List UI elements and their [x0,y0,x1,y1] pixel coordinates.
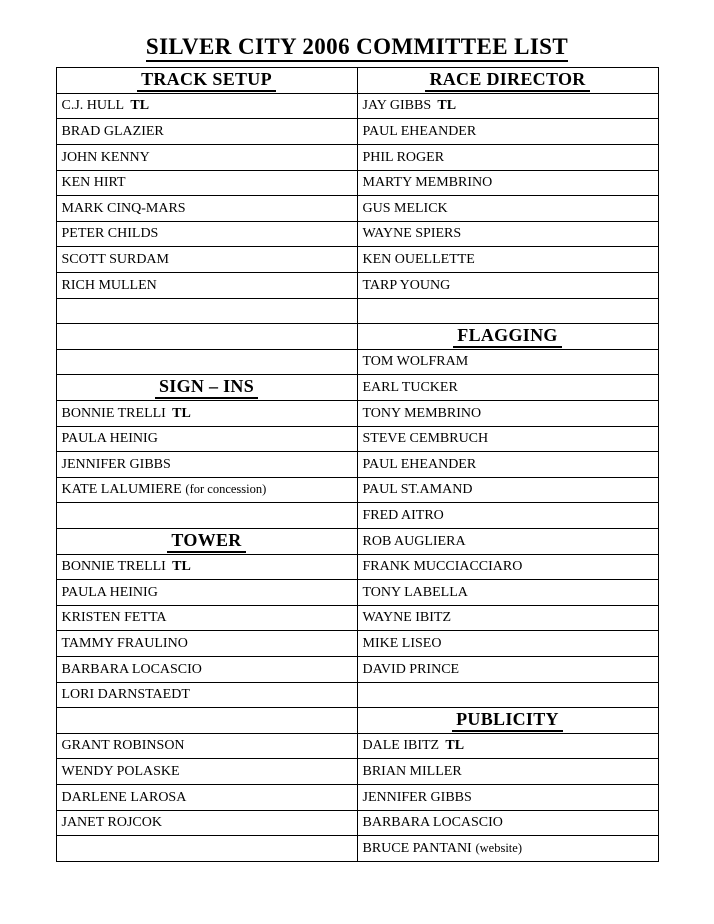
member-name: TARP YOUNG [362,277,451,293]
member-cell [357,784,658,810]
member-name: MIKE LISEO [362,635,442,651]
member-name: PAUL EHEANDER [362,124,477,140]
section-title: FLAGGING [453,325,561,348]
table-row [56,273,658,299]
member-cell [56,145,357,171]
member-name: BONNIE TRELLI [61,559,166,575]
empty-cell [56,324,357,350]
committee-table-body [56,68,658,861]
table-row [56,426,658,452]
member-name: KEN HIRT [61,175,126,191]
member-name: TOM WOLFRAM [362,354,469,370]
member-name: BARBARA LOCASCIO [61,661,202,677]
member-name: TAMMY FRAULINO [61,635,188,651]
member-cell [357,554,658,580]
member-cell [56,733,357,759]
section-title: RACE DIRECTOR [425,69,589,92]
member-name: FRED AITRO [362,507,444,523]
team-leader-tag: TL [130,98,150,114]
member-name: EARL TUCKER [362,380,458,396]
member-cell [357,503,658,529]
table-row [56,119,658,145]
member-cell [357,247,658,273]
member-cell [56,554,357,580]
table-row [56,682,658,708]
member-name: TONY LABELLA [362,584,468,600]
table-row [56,68,658,94]
table-row [56,784,658,810]
member-cell [357,119,658,145]
table-row [56,401,658,427]
member-cell [357,631,658,657]
table-row [56,349,658,375]
member-cell [56,247,357,273]
member-name: PHIL ROGER [362,149,445,165]
table-row [56,708,658,734]
member-name: BRIAN MILLER [362,763,462,779]
member-note: (website) [475,840,522,855]
member-name: KATE LALUMIERE [61,482,182,498]
table-row [56,93,658,119]
section-header-cell [56,375,357,401]
member-cell [56,170,357,196]
empty-cell [56,298,357,324]
page-title-text: SILVER CITY 2006 COMMITTEE LIST [146,34,568,62]
member-name: PAUL ST.AMAND [362,482,473,498]
section-header-cell [56,68,357,94]
member-cell [357,145,658,171]
member-cell [357,810,658,836]
member-cell [56,452,357,478]
member-name: BRAD GLAZIER [61,124,164,140]
empty-cell [357,682,658,708]
member-cell [357,656,658,682]
section-header-cell [357,324,658,350]
member-cell [357,605,658,631]
member-note: (for concession) [185,482,267,497]
member-name: PAULA HEINIG [61,584,158,600]
member-name: DALE IBITZ [362,738,440,754]
member-name: JENNIFER GIBBS [61,456,171,472]
section-title: SIGN – INS [155,376,258,399]
member-cell [56,682,357,708]
table-row [56,375,658,401]
table-row [56,503,658,529]
member-name: TONY MEMBRINO [362,405,482,421]
table-row [56,810,658,836]
member-name: PETER CHILDS [61,226,159,242]
member-name: RICH MULLEN [61,277,157,293]
table-row [56,170,658,196]
member-name: STEVE CEMBRUCH [362,431,489,447]
member-name: PAUL EHEANDER [362,456,477,472]
member-name: C.J. HULL [61,98,125,114]
table-row [56,836,658,862]
member-cell [56,580,357,606]
member-name: JAY GIBBS [362,98,432,114]
table-row [56,759,658,785]
member-cell [56,477,357,503]
section-title: PUBLICITY [452,709,563,732]
member-cell [357,759,658,785]
table-row [56,656,658,682]
section-title: TRACK SETUP [137,69,276,92]
member-cell [357,426,658,452]
member-name: KEN OUELLETTE [362,252,475,268]
table-row [56,477,658,503]
member-name: WAYNE SPIERS [362,226,462,242]
table-row [56,196,658,222]
member-cell [357,349,658,375]
member-cell [357,273,658,299]
empty-cell [357,298,658,324]
member-name: WAYNE IBITZ [362,610,452,626]
member-name: LORI DARNSTAEDT [61,687,190,703]
table-row [56,528,658,554]
member-cell [357,580,658,606]
empty-cell [56,503,357,529]
member-name: MARK CINQ-MARS [61,200,186,216]
member-name: DARLENE LAROSA [61,789,187,805]
table-row [56,452,658,478]
table-row [56,324,658,350]
member-cell [56,605,357,631]
member-name: FRANK MUCCIACCIARO [362,559,523,575]
member-cell [56,119,357,145]
team-leader-tag: TL [172,405,191,421]
member-name: GUS MELICK [362,200,448,216]
member-name: JOHN KENNY [61,149,150,165]
member-name: JENNIFER GIBBS [362,789,472,805]
member-cell [56,810,357,836]
member-cell [357,221,658,247]
member-cell [357,477,658,503]
member-name: BONNIE TRELLI [61,405,166,421]
member-cell [56,656,357,682]
table-row [56,733,658,759]
team-leader-tag: TL [437,98,457,114]
member-cell [357,528,658,554]
member-cell [56,759,357,785]
member-name: JANET ROJCOK [61,815,162,831]
empty-cell [56,349,357,375]
member-name: WENDY POLASKE [61,763,180,779]
table-row [56,247,658,273]
table-row [56,605,658,631]
member-cell [357,836,658,862]
member-name: PAULA HEINIG [61,431,158,447]
member-name: KRISTEN FETTA [61,610,167,626]
member-name: BARBARA LOCASCIO [362,815,503,831]
member-cell [357,733,658,759]
table-row [56,145,658,171]
page-title [0,34,714,62]
member-cell [56,401,357,427]
table-row [56,221,658,247]
member-name: DAVID PRINCE [362,661,460,677]
committee-table [56,67,659,861]
member-name: SCOTT SURDAM [61,252,169,268]
team-leader-tag: TL [172,559,191,575]
empty-cell [56,836,357,862]
member-name: BRUCE PANTANI [362,840,472,856]
member-cell [357,375,658,401]
member-cell [357,93,658,119]
section-header-cell [357,708,658,734]
team-leader-tag: TL [445,738,465,754]
table-row [56,554,658,580]
member-name: MARTY MEMBRINO [362,175,493,191]
table-row [56,631,658,657]
empty-cell [56,708,357,734]
member-cell [56,426,357,452]
member-cell [357,196,658,222]
member-cell [56,221,357,247]
member-cell [357,452,658,478]
member-cell [56,93,357,119]
member-cell [56,196,357,222]
table-row [56,580,658,606]
member-name: ROB AUGLIERA [362,533,466,549]
member-cell [56,784,357,810]
section-header-cell [56,528,357,554]
table-row [56,298,658,324]
member-cell [357,170,658,196]
member-cell [56,273,357,299]
member-name: GRANT ROBINSON [61,738,185,754]
member-cell [56,631,357,657]
member-cell [357,401,658,427]
section-header-cell [357,68,658,94]
section-title: TOWER [167,530,245,553]
